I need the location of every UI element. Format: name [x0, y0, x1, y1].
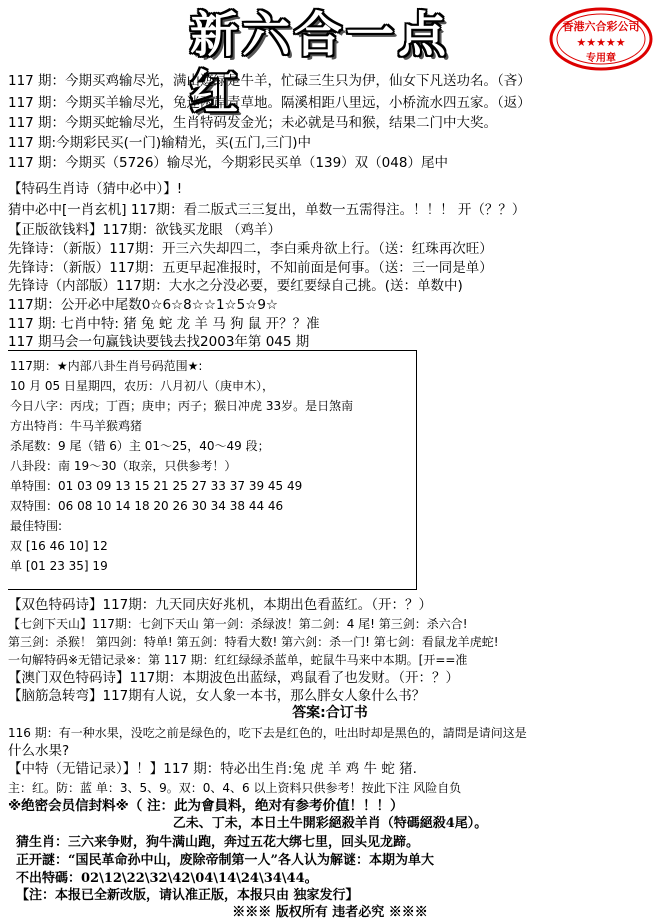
box-line: 双特围：06 08 10 14 18 20 26 30 34 38 44 46: [10, 499, 284, 513]
text-line: ※绝密会员信封料※（ 注：此为會員料，绝对有参考价值！！！）: [8, 798, 404, 814]
footer-line: 乙未、丁未，本日土牛開彩絕殺羊肖（特碼絕殺4尾）。: [172, 816, 488, 831]
box-line: 单特围：01 03 09 13 15 21 25 27 33 37 39 45 49: [10, 479, 303, 493]
box-line: 双 [16 46 10] 12: [10, 539, 108, 553]
text-line: 117 期：今期买蛇输尽光，生肖特码发金光；未必就是马和猴，结果二门中大奖。: [8, 115, 498, 131]
text-line: 什么水果?: [8, 743, 70, 759]
company-seal: [548, 6, 654, 72]
text-line: 主：红。防：蓝 单：3、5、9。双：0、4、6 以上资料只供参考！按此下注 风险自负: [8, 781, 462, 795]
text-line: 先锋诗（内部版）117期：大水之分没必要，要红要绿自己挑。(送：单数中): [8, 278, 463, 294]
box-line: 117期：★内部八卦生肖号码范围★:: [10, 359, 203, 373]
text-line: 【脑筋急转弯】117期有人说，女人象一本书，那么胖女人象什么书？: [8, 688, 426, 704]
seal-text-bottom: 专用章: [586, 53, 616, 64]
seal-text-top: 香港六合彩公司: [562, 20, 640, 33]
riddle-answer: 答案:合订书: [292, 705, 368, 721]
text-line: 【中特（无错记录）】！】117 期：特必出生肖:兔 虎 羊 鸡 牛 蛇 猪.: [8, 761, 417, 777]
seal-stars: ★★★★★: [576, 36, 626, 49]
box-line: 八卦段：南 19～30（取亲，只供参考！）: [10, 459, 237, 473]
box-line: 杀尾数：9 尾（错 6）主 01～25，40～49 段；: [10, 439, 270, 453]
footer-line: 猜生肖：三六来争财，狗牛满山跑，奔过五花大绑七里，回头见龙蹄。: [16, 835, 420, 850]
text-line: 116 期：有一种水果，没吃之前是绿色的，吃下去是红色的，吐出时却是黑色的，請問是请问这是: [8, 726, 527, 740]
box-line: 方出特肖：牛马羊猴鸡猪: [10, 419, 143, 433]
text-line: 117期：公开必中尾数0☆6☆8☆☆1☆5☆9☆: [8, 297, 279, 313]
box-line: 10 月 05 日星期四，农历：八月初八（庚申木），: [10, 379, 274, 393]
section-heading: 【正版欲钱料】117期：欲钱买龙眼 （鸡羊）: [8, 222, 282, 238]
text-line: 第三剑：杀猴！ 第四剑：特单! 第五剑：特看大数! 第六剑：杀一门! 第七剑：看鼠龙羊虎蛇!: [8, 635, 499, 649]
text-line: 先锋诗：（新版）117期：五更早起准报时，不知前面是何事。（送：三一同是单）: [8, 260, 493, 276]
footer-line: ※※※ 版权所有 违者必究 ※※※: [232, 905, 428, 920]
text-line: 猜中必中[一肖玄机] 117期：看二版式三三复出，单数一五需得注。！！！ 开（？？）: [8, 202, 526, 218]
text-line: 一句解特码※无错记录※：第 117 期：红红绿绿杀蓝单，蛇鼠牛马来中本期。[开==准: [8, 653, 468, 667]
footer-line: 正开謎：“国民革命孙中山，废除帝制第一人”各人认为解谜：本期为单大: [16, 853, 434, 868]
footer-line: 不出特碼：02\12\22\32\42\04\14\24\34\44。: [16, 871, 318, 886]
text-line: 117 期马会一句赢钱诀要钱去找2003年第 045 期: [8, 334, 310, 350]
box-line: 最佳特围:: [10, 519, 63, 533]
text-line: 【七剑下天山】117期：七剑下天山 第一剑：杀绿波！第二剑：4 尾! 第三剑：杀六合!: [8, 617, 468, 631]
text-line: 【双色特码诗】117期：九天同庆好兆机，本期出色看蓝红。（开：？）: [8, 597, 433, 613]
section-heading: 【特码生肖诗（猜中必中）】!: [8, 181, 183, 197]
footer-line: 【注：本报已全新改版，请认准正版，本报只由 独家发行】: [16, 888, 359, 903]
box-line: 今日八字：丙戌；丁酉；庚申；丙子；猴日冲虎 33岁。是日煞南: [10, 399, 354, 413]
box-line: 单 [01 23 35] 19: [10, 559, 108, 573]
text-line: 【澳门双色特码诗】117期：本期波色出蓝绿，鸡鼠看了也发财。（开：？）: [8, 670, 460, 686]
text-line: 117 期：今期买鸡输尽光，满山遮绿是牛羊，忙碌三生只为伊，仙女下凡送功名。（吝）: [8, 73, 531, 89]
page-title: 新六合一点红: [190, 7, 451, 121]
text-line: 先锋诗：（新版）117期：开三六失却四二，李白乘舟欲上行。（送：红珠再次旺）: [8, 241, 493, 257]
text-line: 117 期：今期买羊输尽光，兔迷两岸青草地。隔溪相距八里远，小桥流水四五家。（返）: [8, 95, 531, 111]
text-line: 117 期:今期彩民买(一门)输精光，买(五门,三门)中: [8, 135, 311, 151]
text-line: 117 期：今期买（5726）输尽光，今期彩民买单（139）双（048）尾中: [8, 155, 448, 171]
text-line: 117 期: 七肖中特: 猪 兔 蛇 龙 羊 马 狗 鼠 开？？准: [8, 316, 320, 332]
